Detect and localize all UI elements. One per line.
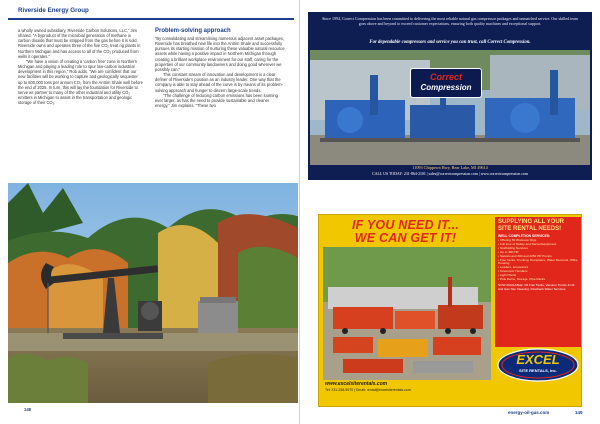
logo-word-top: Correct [429, 72, 462, 82]
article-column-1 [18, 28, 143, 105]
services-panel [495, 217, 581, 347]
excel-site-rentals-ad [318, 214, 582, 407]
list-item: • Full Line of Safety and Rental Equipment [498, 241, 557, 246]
correct-compression-ad [308, 12, 592, 180]
services-extra: NOW AVAILABLE: Oil Frac Tanks, Vacuum Trucks & Oil and Gas Site Cleaning, Flowback Water Services [498, 282, 575, 291]
logo-subline: SITE RENTALS, Inc. [519, 368, 557, 373]
services-list [498, 239, 578, 282]
list-item: • Scaffolding Services [498, 245, 528, 250]
paragraph: a wholly owned subsidiary, Riverside Carbon Solutions, LLC,” Jim shared. “A byproduct of the microbial generation of methane is carbon dioxide that must be stripped from the gas before it is sold. Riverside owns and operates three of the five CO₂ treat rig plants in Northern Michigan and has access to all of the CO₂ produced from wells it operates.” [18, 28, 141, 59]
services-subtitle: WELL COMPLETION SERVICES: [498, 234, 551, 238]
ad-headline [323, 219, 488, 245]
page-number: 149 [575, 410, 583, 415]
excel-logo [497, 348, 579, 382]
footer-website: energy-oil-gas.com [508, 410, 550, 415]
services-title: SUPPLYING ALL YOUR SITE RENTAL NEEDS! [498, 219, 565, 232]
list-item: • Light Plants [498, 273, 517, 278]
ad-tagline: For dependable compressors and service you can trust, call Correct Compression. [369, 40, 531, 45]
compressor-photo [310, 50, 590, 165]
logo-wordmark: EXCEL [516, 352, 560, 367]
list-item: • Swivels and 300 and 2250 HP Pumps [498, 253, 552, 258]
headline-line-1: IF YOU NEED IT... [351, 218, 460, 232]
ad-website: www.excelsiterentals.com [325, 381, 388, 387]
list-item: • Offering 50 Workover Rigs [498, 238, 537, 242]
ad-contact: CALL US TODAY: 231-864-2101 | sales@correctcompression.com | www.correctcompression.com [372, 172, 528, 176]
list-item: • Up to 300 HP [498, 249, 519, 254]
ad-intro-text: Since 1994, Correct Compression has been committed to delivering the most reliable natural gas compressor packages and unmatched service. Our skilled team goes above and beyond to exceed customer expectations, ensuring both quality machines and exceptional support. [322, 16, 578, 26]
article-column-2 [155, 28, 285, 108]
list-item: • Loaders, Excavators [498, 265, 529, 270]
paragraph: “By consolidating and streamlining numerous adjacent asset packages, Riverside has breathed new life into the Antrim Shale and successfully pursues its starting mission of nurturing these valuable natural resource assets while having a positive impact in Northern Michigan through creating a brilliant workplace environment for our staff, caring for the properties of our community landowners and doing good wherever we possibly can.” [155, 36, 285, 72]
correct-compression-logo [410, 68, 482, 98]
right-page [300, 0, 600, 424]
section-header: Riverside Energy Group [18, 7, 89, 14]
equipment-illustration [323, 247, 491, 380]
ad-address: 11093 Chippewa Hwy, Bear Lake, MI 49614 [412, 165, 488, 170]
headline-line-2: WE CAN GET IT! [354, 231, 457, 245]
pumpjack-photo [8, 183, 298, 403]
list-item: • Telescopic Handlers [498, 269, 528, 274]
pumpjack-illustration [8, 183, 298, 403]
paragraph: “We have a vision of creating a ‘carbon free’ zone in Northern Michigan and playing a leading role to spur low-carbon industrial development in this region,” Rob adds. “We are confident that our new facilities will be working to capture and geologically sequester up to 500,000 tons per annum CO₂ from the Antrim Shale well before the end of 2025. In turn, this will lay the foundation for Riverside to serve as partner to many of the other industrial and utility CO₂ emitters in Michigan to assist in the transportation and geologic storage of their CO₂. [18, 58, 143, 106]
ad-phone: Tel: 231-258-5970 | Email: rental@excelsiterentals.com [325, 388, 411, 392]
page-number: 148 [24, 407, 31, 412]
logo-word-bottom: Compression [420, 83, 472, 92]
list-item: • Pole Barns, Storage, Pipe Racks [498, 277, 545, 282]
header-rule [8, 18, 294, 20]
paragraph: “The challenge of reducing carbon emissions has been looming ever larger, as has the need to provide sustainable and cleaner energy,” Jim explains. “These two [155, 92, 278, 109]
paragraph: This constant stream of innovation and development is a clear definer of Riverside’s position as an industry leader. One way that the company is able to stay ahead of the curve is by means of its problem-solving approach and hunger to discern large-scale trends. [155, 72, 283, 93]
list-item: • Frac Tanks, Trucking, Dumpsters, Water Removal, Office Housing [498, 257, 578, 266]
subheading: Problem-solving approach [155, 28, 231, 34]
equipment-photo [323, 247, 491, 380]
